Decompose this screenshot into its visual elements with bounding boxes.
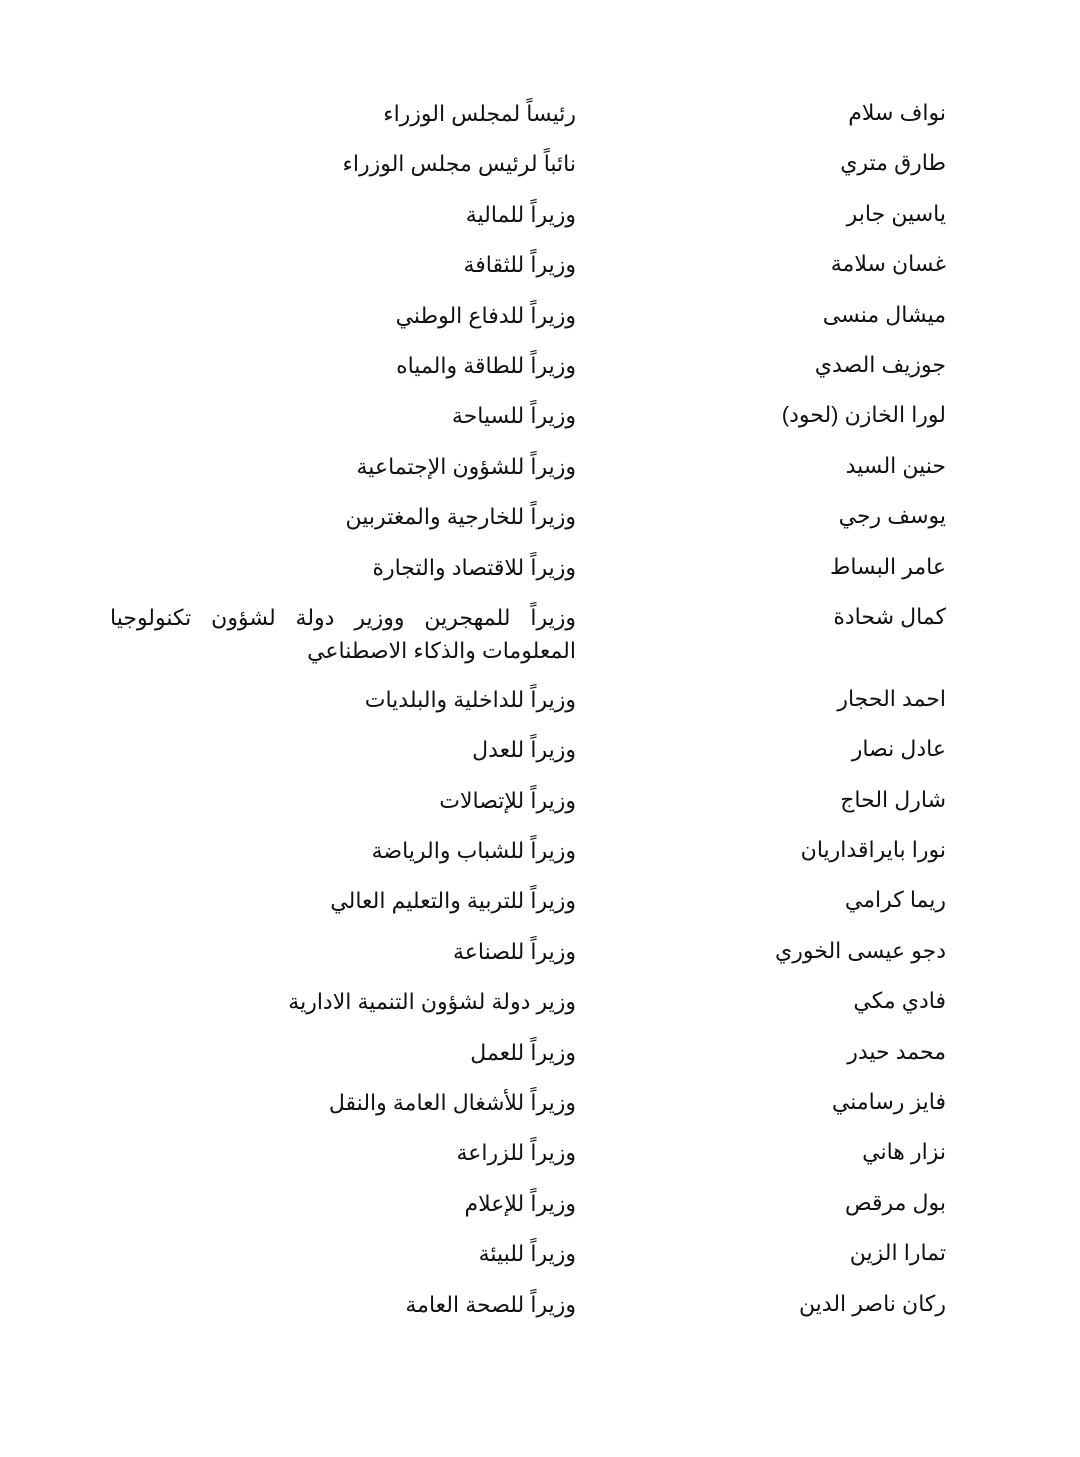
roster-row xyxy=(110,1284,946,1334)
roster-row xyxy=(110,547,946,597)
roster-row xyxy=(110,1183,946,1233)
minister-role: نائباً لرئيس مجلس الوزراء xyxy=(342,151,576,177)
roster-row xyxy=(110,1132,946,1182)
minister-role: وزيراً للطاقة والمياه xyxy=(396,352,576,378)
roster-row xyxy=(110,780,946,830)
roster-row xyxy=(110,1233,946,1283)
minister-name: فادي مكي xyxy=(853,988,946,1014)
roster-row xyxy=(110,345,946,395)
minister-role: وزيراً للتربية والتعليم العالي xyxy=(330,888,576,914)
minister-name: نزار هاني xyxy=(862,1139,946,1165)
minister-role: وزيراً للخارجية والمغتربين xyxy=(345,504,576,530)
cabinet-roster xyxy=(110,93,946,1334)
minister-name: ريما كرامي xyxy=(844,887,946,913)
minister-role: وزيراً للمالية xyxy=(465,201,576,227)
roster-row xyxy=(110,1082,946,1132)
minister-name: نواف سلام xyxy=(848,100,946,125)
roster-row xyxy=(110,496,946,546)
minister-name: كمال شحادة xyxy=(833,603,946,629)
roster-row xyxy=(110,194,946,244)
minister-name: حنين السيد xyxy=(845,452,946,478)
roster-row xyxy=(110,931,946,981)
minister-name: محمد حيدر xyxy=(847,1038,946,1064)
roster-row xyxy=(110,244,946,294)
roster-row xyxy=(110,597,946,679)
minister-role: وزيراً للسياحة xyxy=(451,403,576,429)
minister-role: رئيساً لمجلس الوزراء xyxy=(383,101,576,126)
minister-name: دجو عيسى الخوري xyxy=(775,937,946,963)
minister-name: بول مرقص xyxy=(845,1189,946,1215)
minister-name: نورا بايراقداريان xyxy=(800,837,946,863)
minister-role: وزيراً للعمل xyxy=(470,1039,576,1065)
minister-name: جوزيف الصدي xyxy=(814,351,946,377)
minister-role: وزيراً للعدل xyxy=(472,737,576,763)
minister-name: لورا الخازن (لحود) xyxy=(781,402,946,428)
roster-row xyxy=(110,93,946,143)
minister-name: ياسين جابر xyxy=(846,200,946,226)
minister-role: وزيراً للزراعة xyxy=(456,1140,576,1166)
minister-role: وزيراً للدفاع الوطني xyxy=(395,302,576,328)
minister-name: عامر البساط xyxy=(830,553,946,579)
minister-name: ركان ناصر الدين xyxy=(798,1290,946,1316)
minister-name: طارق متري xyxy=(840,150,946,176)
minister-role: وزير دولة لشؤون التنمية الادارية xyxy=(288,989,576,1015)
minister-role: وزيراً للصناعة xyxy=(452,938,576,964)
minister-name: فايز رسامني xyxy=(831,1089,946,1115)
minister-role: وزيراً للثقافة xyxy=(463,252,576,278)
minister-name: عادل نصار xyxy=(851,736,946,762)
roster-row xyxy=(110,295,946,345)
roster-row xyxy=(110,981,946,1031)
roster-row xyxy=(110,729,946,779)
minister-name: تمارا الزين xyxy=(849,1240,946,1266)
roster-row xyxy=(110,830,946,880)
roster-row xyxy=(110,880,946,930)
roster-row xyxy=(110,446,946,496)
roster-row xyxy=(110,679,946,729)
minister-role: وزيراً للمهجرين ووزير دولة لشؤون تكنولوجيا المعلومات والذكاء الاصطناعي xyxy=(110,604,576,663)
minister-name: احمد الحجار xyxy=(837,685,946,711)
roster-row xyxy=(110,1032,946,1082)
minister-name: يوسف رجي xyxy=(838,503,946,529)
minister-role: وزيراً للبيئة xyxy=(478,1241,576,1267)
roster-row xyxy=(110,143,946,193)
minister-role: وزيراً للإعلام xyxy=(464,1190,576,1216)
minister-role: وزيراً للأشغال العامة والنقل xyxy=(328,1090,576,1116)
minister-role: وزيراً للإتصالات xyxy=(439,787,576,813)
minister-role: وزيراً للشؤون الإجتماعية xyxy=(356,453,576,479)
minister-role: وزيراً للصحة العامة xyxy=(405,1291,576,1317)
minister-name: شارل الحاج xyxy=(840,786,946,812)
minister-role: وزيراً للشباب والرياضة xyxy=(371,838,576,864)
minister-role: وزيراً للاقتصاد والتجارة xyxy=(372,554,576,580)
minister-name: غسان سلامة xyxy=(830,251,946,277)
minister-role: وزيراً للداخلية والبلديات xyxy=(364,686,576,712)
minister-name: ميشال منسى xyxy=(822,301,946,327)
roster-row xyxy=(110,395,946,445)
